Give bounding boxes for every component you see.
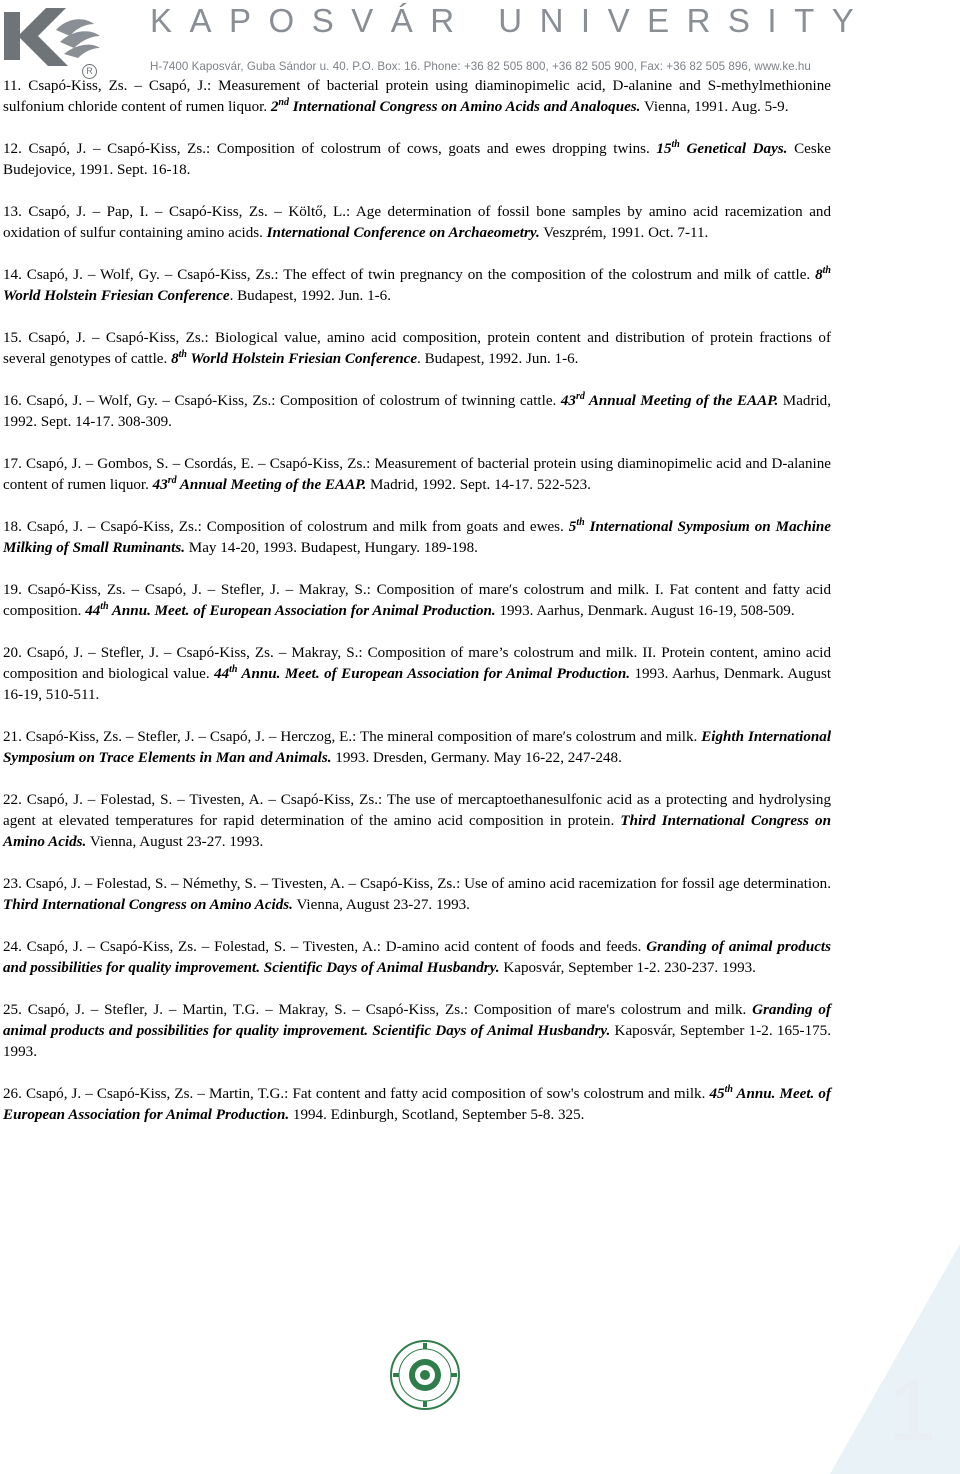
- page-number: 1: [888, 1363, 936, 1459]
- reference-venue: International Conference on Archaeometry.: [266, 225, 540, 241]
- reference-venue: Annual Meeting of the EAAP.: [584, 393, 779, 409]
- reference-venue: 43: [152, 477, 168, 493]
- reference-venue: 15: [656, 141, 672, 157]
- reference-venue: Annu. Meet. of European Association for Animal Production.: [3, 1086, 831, 1123]
- university-title: KAPOSVÁR UNIVERSITY: [150, 2, 872, 39]
- reference-venue: 43: [560, 393, 576, 409]
- reference-item: [3, 1000, 831, 1063]
- reference-venue: 44: [214, 666, 230, 682]
- reference-venue: 8: [171, 351, 179, 367]
- reference-text: 13. Csapó, J. – Pap, I. – Csapó-Kiss, Zs. – Költő, L.: Age determination of fossil bone samples by amino acid racemization and oxidation of sulfur containing amino acids.: [3, 204, 831, 241]
- reference-list: [3, 76, 831, 1147]
- ordinal-suffix: th: [671, 138, 680, 150]
- reference-text: 1993. Dresden, Germany. May 16-22, 247-248.: [331, 750, 622, 766]
- reference-text: Kaposvár, September 1-2. 230-237. 1993.: [499, 960, 756, 976]
- reference-item: [3, 643, 831, 706]
- reference-text: 24. Csapó, J. – Csapó-Kiss, Zs. – Folestad, S. – Tivesten, A.: D-amino acid content of foods and feeds.: [3, 939, 647, 955]
- ordinal-suffix: nd: [278, 96, 289, 108]
- reference-text: 15. Csapó, J. – Csapó-Kiss, Zs.: Biological value, amino acid composition, protein content and distribution of protein fractions of several genotypes of cattle.: [3, 330, 831, 367]
- reference-text: 17. Csapó, J. – Gombos, S. – Csordás, E. – Csapó-Kiss, Zs.: Measurement of bacterial protein using diaminopimelic acid and D-alanine content of rumen liquor.: [3, 456, 831, 493]
- reference-item: [3, 874, 831, 916]
- reference-venue: 5: [568, 519, 577, 535]
- reference-text: 23. Csapó, J. – Folestad, S. – Némethy, S. – Tivesten, A. – Csapó-Kiss, Zs.: Use of amino acid racemization for fossil age determination.: [3, 876, 831, 892]
- ordinal-suffix: rd: [167, 474, 177, 486]
- iso-certification-seal-icon: [389, 1339, 461, 1411]
- reference-venue: Genetical Days.: [679, 141, 788, 157]
- reference-venue: 8: [815, 267, 823, 283]
- reference-text: 1994. Edinburgh, Scotland, September 5-8. 325.: [289, 1107, 585, 1123]
- reference-item: [3, 1084, 831, 1126]
- reference-venue: Eighth International Symposium on Trace Elements in Man and Animals.: [3, 729, 832, 766]
- reference-text: 12. Csapó, J. – Csapó-Kiss, Zs.: Composition of colostrum of cows, goats and ewes dropping twins.: [3, 141, 657, 157]
- reference-text: 20. Csapó, J. – Stefler, J. – Csapó-Kiss, Zs. – Makray, S.: Composition of mare’s colostrum and milk. II. Protein content, amino acid composition and biological value.: [3, 645, 831, 682]
- reference-item: [3, 202, 831, 244]
- ordinal-suffix: th: [576, 516, 585, 528]
- ordinal-suffix: th: [100, 600, 109, 612]
- reference-text: 18. Csapó, J. – Csapó-Kiss, Zs.: Composition of colostrum and milk from goats and ewes.: [3, 519, 569, 535]
- reference-venue: World Holstein Friesian Conference: [3, 288, 230, 304]
- reference-text: . Budapest, 1992. Jun. 1-6.: [229, 288, 391, 304]
- reference-item: [3, 454, 831, 496]
- ordinal-suffix: rd: [575, 390, 585, 402]
- reference-item: [3, 391, 831, 433]
- reference-venue: Granding of animal products and possibilities for quality improvement. Scientific Days of Animal Husbandry.: [3, 939, 831, 976]
- reference-text: Veszprém, 1991. Oct. 7-11.: [539, 225, 709, 241]
- reference-venue: Annu. Meet. of European Association for Animal Production.: [108, 603, 496, 619]
- reference-text: Vienna, August 23-27. 1993.: [292, 897, 470, 913]
- reference-item: [3, 328, 831, 370]
- reference-text: 21. Csapó-Kiss, Zs. – Stefler, J. – Csapó, J. – Herczog, E.: The mineral composition of mare′s colostrum and milk.: [3, 729, 702, 745]
- reference-text: 26. Csapó, J. – Csapó-Kiss, Zs. – Martin, T.G.: Fat content and fatty acid composition of sow's colostrum and milk.: [3, 1086, 710, 1102]
- reference-item: [3, 937, 831, 979]
- reference-item: [3, 580, 831, 622]
- reference-text: May 14-20, 1993. Budapest, Hungary. 189-198.: [185, 540, 478, 556]
- reference-text: . Budapest, 1992. Jun. 1-6.: [417, 351, 579, 367]
- reference-item: [3, 76, 831, 118]
- ordinal-suffix: th: [229, 663, 238, 675]
- reference-item: [3, 790, 831, 853]
- reference-venue: Annu. Meet. of European Association for Animal Production.: [237, 666, 630, 682]
- reference-venue: 2: [270, 99, 279, 115]
- reference-venue: 45: [709, 1086, 725, 1102]
- reference-text: Kaposvár, September 1-2. 165-175. 1993.: [3, 1023, 831, 1060]
- reference-text: 22. Csapó, J. – Folestad, S. – Tivesten, A. – Csapó-Kiss, Zs.: The use of mercaptoethanesulfonic acid as a protecting and hydrolysing agent at elevated temperatures for rapid determination of the amino acid composition in protein.: [3, 792, 831, 829]
- reference-venue: International Symposium on Machine Milking of Small Ruminants.: [3, 519, 832, 556]
- reference-text: 25. Csapó, J. – Stefler, J. – Martin, T.G. – Makray, S. – Csapó-Kiss, Zs.: Composition of mare's colostrum and milk.: [3, 1002, 753, 1018]
- reference-item: [3, 727, 831, 769]
- reference-venue: Granding of animal products and possibilities for quality improvement. Scientific Days of Animal Husbandry.: [3, 1002, 831, 1039]
- reference-text: Vienna, August 23-27. 1993.: [86, 834, 264, 850]
- reference-venue: 44: [85, 603, 101, 619]
- reference-venue: International Congress on Amino Acids and Analoques.: [288, 99, 641, 115]
- reference-text: 19. Csapó-Kiss, Zs. – Csapó, J. – Stefler, J. – Makray, S.: Composition of mare′s colostrum and milk. I. Fat content and fatty acid composition.: [3, 582, 831, 619]
- reference-venue: Third International Congress on Amino Acids.: [3, 897, 293, 913]
- university-address: H-7400 Kaposvár, Guba Sándor u. 40. P.O. Box: 16. Phone: +36 82 505 800, +36 82 505 900, Fax: +36 82 505 896, www.ke.hu: [150, 60, 811, 73]
- reference-text: Madrid, 1992. Sept. 14-17. 522-523.: [366, 477, 591, 493]
- reference-text: 11. Csapó-Kiss, Zs. – Csapó, J.: Measurement of bacterial protein using diaminopimelic acid, D-alanine and S-methylmethionine sulfonium chloride content of rumen liquor.: [3, 78, 831, 115]
- reference-item: [3, 139, 831, 181]
- reference-venue: Third International Congress on Amino Acids.: [3, 813, 831, 850]
- ordinal-suffix: th: [724, 1083, 733, 1095]
- reference-item: [3, 265, 831, 307]
- reference-venue: World Holstein Friesian Conference: [186, 351, 418, 367]
- ordinal-suffix: th: [822, 264, 831, 276]
- reference-venue: Annual Meeting of the EAAP.: [176, 477, 367, 493]
- reference-item: [3, 517, 831, 559]
- reference-text: 14. Csapó, J. – Wolf, Gy. – Csapó-Kiss, Zs.: The effect of twin pregnancy on the composition of the colostrum and milk of cattle.: [3, 267, 816, 283]
- registered-mark-icon: R: [82, 64, 97, 79]
- reference-text: 16. Csapó, J. – Wolf, Gy. – Csapó-Kiss, Zs.: Composition of colostrum of twinning cattle.: [3, 393, 561, 409]
- ordinal-suffix: th: [178, 348, 187, 360]
- reference-text: Vienna, 1991. Aug. 5-9.: [640, 99, 789, 115]
- reference-text: 1993. Aarhus, Denmark. August 16-19, 508-509.: [495, 603, 795, 619]
- reference-text: Ceske Budejovice, 1991. Sept. 16-18.: [3, 141, 831, 178]
- reference-text: 1993. Aarhus, Denmark. August 16-19, 510-511.: [3, 666, 832, 703]
- reference-text: Madrid, 1992. Sept. 14-17. 308-309.: [3, 393, 831, 430]
